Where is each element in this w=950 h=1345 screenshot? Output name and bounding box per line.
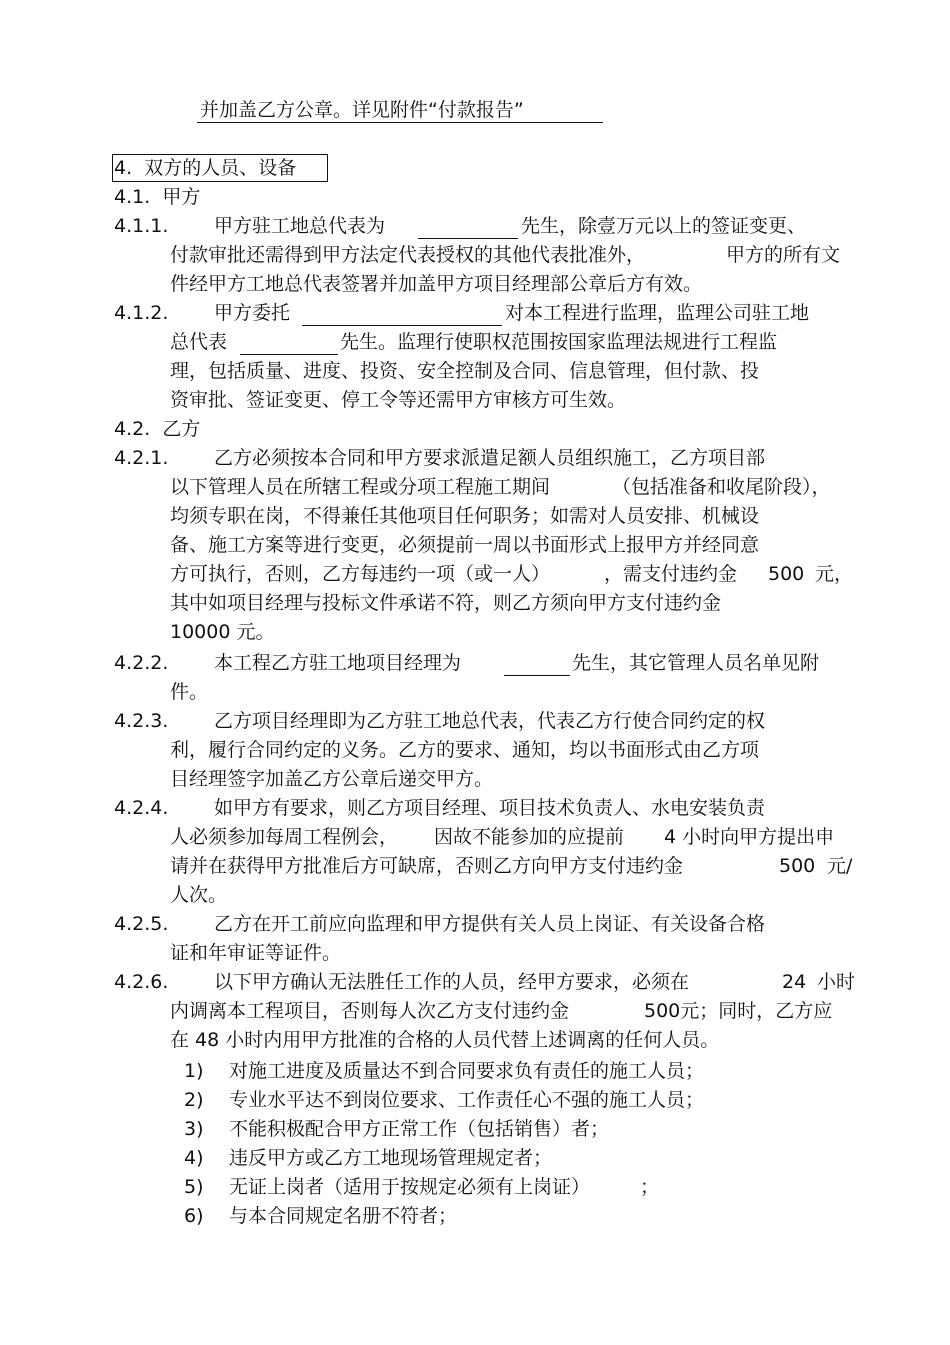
- paragraph-line: 500: [779, 855, 816, 877]
- item-number: 4.2.3.: [114, 710, 169, 732]
- paragraph-line: 目经理签字加盖乙方公章后递交甲方。: [170, 768, 494, 790]
- paragraph-line: 付款审批还需得到甲方法定代表授权的其他代表批准外，: [170, 244, 646, 266]
- list-number: 2): [184, 1089, 204, 1111]
- section-4-title: 4. 双方的人员、设备: [114, 157, 297, 179]
- paragraph-line: 对本工程进行监理，监理公司驻工地: [505, 302, 810, 324]
- paragraph-line: 其中如项目经理与投标文件承诺不符，则乙方须向甲方支付违约金: [170, 592, 722, 614]
- paragraph-line: 小时: [817, 971, 856, 993]
- paragraph-line: 甲方驻工地总代表为: [214, 215, 386, 237]
- paragraph-line: 先生，其它管理人员名单见附: [572, 652, 820, 674]
- list-number: 3): [184, 1118, 204, 1140]
- paragraph-line: 以下甲方确认无法胜任工作的人员，经甲方要求，必须在: [214, 971, 690, 993]
- paragraph-line: 内调离本工程项目，否则每人次乙方支付违约金: [170, 1000, 570, 1022]
- blank-underline: [418, 238, 518, 239]
- list-item: 无证上岗者（适用于按规定必须有上岗证）: [229, 1176, 591, 1198]
- section-4-1-heading: 4.1. 甲方: [114, 186, 201, 208]
- paragraph-line: 甲方委托: [214, 302, 291, 324]
- paragraph-line: 总代表: [170, 331, 228, 353]
- paragraph-line: 500元；同时，乙方应: [644, 1000, 833, 1022]
- blank-underline: [302, 325, 502, 326]
- list-item: 对施工进度及质量达不到合同要求负有责任的施工人员；: [229, 1060, 705, 1082]
- paragraph-line: 乙方在开工前应向监理和甲方提供有关人员上岗证、有关设备合格: [214, 913, 766, 935]
- paragraph-line: 本工程乙方驻工地项目经理为: [214, 652, 462, 674]
- list-number: 6): [184, 1205, 204, 1227]
- paragraph-line: 证和年审证等证件。: [170, 942, 342, 964]
- paragraph-line: 理，包括质量、进度、投资、安全控制及合同、信息管理，但付款、投: [170, 360, 760, 382]
- paragraph-line: 10000 元。: [170, 621, 275, 643]
- paragraph-line: 先生，除壹万元以上的签证变更、: [521, 215, 807, 237]
- item-number: 4.1.1.: [114, 215, 169, 237]
- paragraph-line: 因故不能参加的应提前: [434, 826, 625, 848]
- paragraph-line: 人次。: [170, 884, 228, 906]
- list-number: 5): [184, 1176, 204, 1198]
- paragraph-line: 利，履行合同约定的义务。乙方的要求、通知，均以书面形式由乙方项: [170, 739, 760, 761]
- paragraph-line: 均须专职在岗，不得兼任其他项目任何职务；如需对人员安排、机械设: [170, 505, 760, 527]
- paragraph-line: 先生。监理行使职权范围按国家监理法规进行工程监: [340, 331, 778, 353]
- paragraph-line: 甲方的所有文: [726, 244, 841, 266]
- list-item-end-mark: ；: [640, 1176, 660, 1198]
- paragraph-line: 以下管理人员在所辖工程或分项工程施工期间: [170, 476, 551, 498]
- intro-line: 并加盖乙方公章。详见附件“付款报告”: [200, 99, 524, 121]
- paragraph-line: 乙方必须按本合同和甲方要求派遣足额人员组织施工，乙方项目部: [214, 447, 766, 469]
- paragraph-line: 人必须参加每周工程例会，: [170, 826, 399, 848]
- paragraph-line: 请并在获得甲方批准后方可缺席，否则乙方向甲方支付违约金: [170, 855, 684, 877]
- intro-underline: [197, 122, 603, 123]
- paragraph-line: 资审批、签证变更、停工令等还需甲方审核方可生效。: [170, 389, 627, 411]
- section-4-2-heading: 4.2. 乙方: [114, 418, 201, 440]
- paragraph-line: 件。: [170, 681, 209, 703]
- paragraph-line: 500: [768, 563, 805, 585]
- paragraph-line: 元，: [815, 563, 854, 585]
- list-number: 1): [184, 1060, 204, 1082]
- paragraph-line: 如甲方有要求，则乙方项目经理、项目技术负责人、水电安装负责: [214, 797, 766, 819]
- paragraph-line: ，需支付违约金: [604, 563, 738, 585]
- list-item: 专业水平达不到岗位要求、工作责任心不强的施工人员；: [229, 1089, 705, 1111]
- paragraph-line: 4 小时向甲方提出申: [664, 826, 835, 848]
- item-number: 4.2.2.: [114, 652, 169, 674]
- blank-underline: [504, 675, 570, 676]
- item-number: 4.1.2.: [114, 302, 169, 324]
- paragraph-line: 乙方项目经理即为乙方驻工地总代表，代表乙方行使合同约定的权: [214, 710, 766, 732]
- paragraph-line: 元/: [827, 855, 853, 877]
- paragraph-line: 24: [782, 971, 807, 993]
- paragraph-line: 备、施工方案等进行变更，必须提前一周以书面形式上报甲方并经同意: [170, 534, 760, 556]
- list-item: 不能积极配合甲方正常工作（包括销售）者；: [229, 1118, 610, 1140]
- item-number: 4.2.5.: [114, 913, 169, 935]
- item-number: 4.2.1.: [114, 447, 169, 469]
- item-number: 4.2.4.: [114, 797, 169, 819]
- paragraph-line: 方可执行，否则，乙方每违约一项（或一人）: [170, 563, 551, 585]
- paragraph-line: （包括准备和收尾阶段），: [612, 476, 831, 498]
- list-item: 违反甲方或乙方工地现场管理规定者；: [229, 1147, 553, 1169]
- paragraph-line: 件经甲方工地总代表签署并加盖甲方项目经理部公章后方有效。: [170, 273, 703, 295]
- blank-underline: [240, 354, 338, 355]
- item-number: 4.2.6.: [114, 971, 169, 993]
- list-item: 与本合同规定名册不符者；: [229, 1205, 458, 1227]
- list-number: 4): [184, 1147, 204, 1169]
- paragraph-line: 在 48 小时内用甲方批准的合格的人员代替上述调离的任何人员。: [170, 1029, 720, 1051]
